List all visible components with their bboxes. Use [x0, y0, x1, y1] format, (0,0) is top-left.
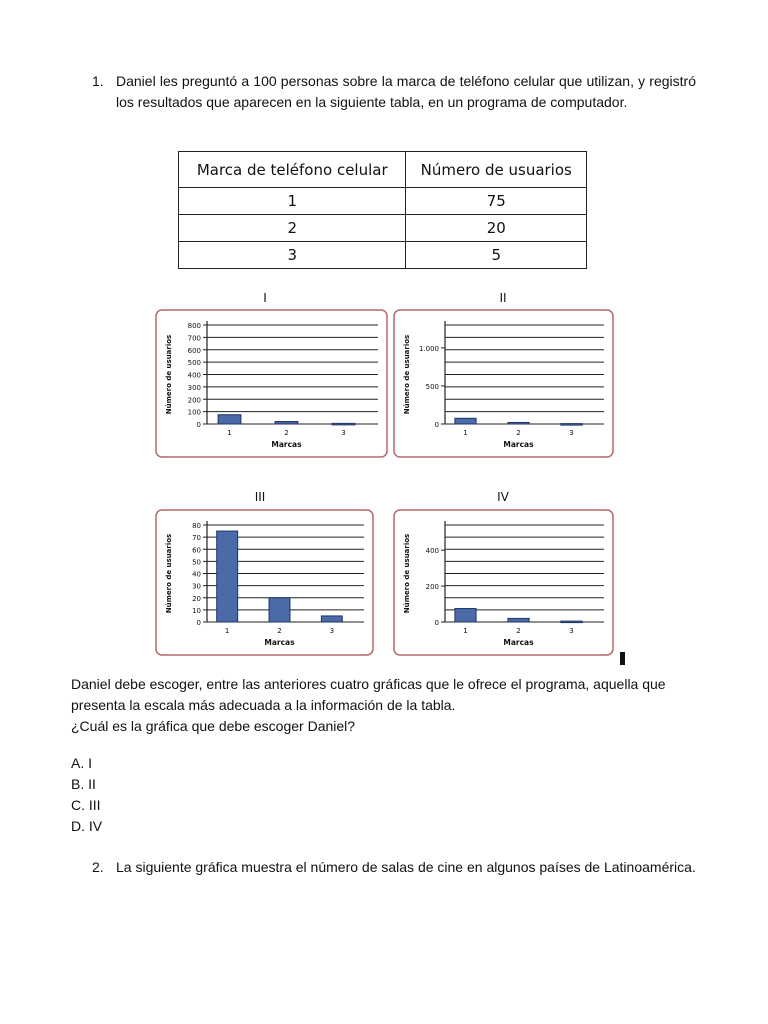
chart-iii — [155, 509, 374, 656]
table-cell-brand: 2 — [179, 215, 406, 242]
y-tick-label: 20 — [192, 594, 201, 603]
question-1-text: Daniel les preguntó a 100 personas sobre la marca de teléfono celular que utilizan, y registró los resultados que aparecen en la siguiente tabla, en un programa de computador. — [116, 73, 696, 110]
bar — [455, 418, 476, 424]
bar — [217, 531, 238, 622]
bar — [455, 609, 476, 622]
option-d[interactable]: D. IV — [71, 818, 103, 834]
y-tick-label: 800 — [187, 322, 201, 330]
y-tick-label: 10 — [192, 606, 201, 615]
option-c[interactable]: C. III — [71, 797, 101, 813]
y-tick-label: 70 — [192, 534, 201, 543]
y-tick-label: 50 — [192, 558, 201, 567]
table-header-users: Número de usuarios — [406, 152, 587, 188]
x-tick-label: 3 — [329, 627, 335, 635]
chart-title-iv: IV — [497, 490, 509, 504]
y-tick-label: 500 — [425, 382, 439, 391]
y-tick-label: 30 — [192, 582, 201, 591]
text-cursor-mark — [620, 652, 625, 665]
table-row — [179, 188, 587, 215]
y-tick-label: 100 — [187, 408, 201, 417]
y-tick-label: 60 — [192, 546, 201, 555]
bar — [561, 621, 582, 623]
y-tick-label: 400 — [425, 547, 439, 556]
x-tick-label: 3 — [569, 429, 574, 437]
option-a[interactable]: A. I — [71, 755, 93, 771]
question-2-text: La siguiente gráfica muestra el número de salas de cine en algunos países de Latinoamérica. — [116, 859, 696, 875]
answer-options — [71, 753, 102, 837]
x-axis-label: Marcas — [264, 638, 295, 647]
bar — [508, 618, 529, 622]
table-cell-brand: 3 — [179, 242, 406, 269]
question-2-number: 2. — [92, 859, 104, 875]
table-row — [179, 215, 587, 242]
y-tick-label: 0 — [434, 619, 439, 627]
x-axis-label: Marcas — [271, 440, 302, 449]
x-tick-label: 1 — [463, 627, 468, 635]
bar — [321, 616, 342, 622]
x-tick-label: 2 — [516, 429, 521, 437]
bar — [269, 598, 290, 622]
table-header-brand: Marca de teléfono celular — [179, 152, 406, 188]
y-tick-label: 600 — [187, 346, 201, 355]
y-tick-label: 1.000 — [418, 344, 439, 353]
x-tick-label: 2 — [516, 627, 521, 635]
bar — [508, 422, 529, 424]
option-b[interactable]: B. II — [71, 776, 96, 792]
y-tick-label: 0 — [196, 421, 201, 429]
x-tick-label: 1 — [224, 627, 230, 635]
x-tick-label: 2 — [284, 429, 289, 437]
chart-title-iii: III — [254, 490, 266, 504]
question-prompt — [71, 674, 701, 737]
y-tick-label: 500 — [187, 359, 201, 368]
chart-i — [155, 309, 388, 458]
question-prompt-text: Daniel debe escoger, entre las anteriores cuatro gráficas que le ofrece el programa, aquella que presenta la escala más adecuada a la información de la tabla. — [71, 676, 666, 713]
y-tick-label: 700 — [187, 334, 201, 343]
x-tick-label: 3 — [341, 429, 346, 437]
bar — [275, 422, 298, 424]
y-tick-label: 200 — [425, 583, 439, 592]
bar — [561, 424, 582, 426]
y-tick-label: 80 — [192, 522, 201, 530]
y-tick-label: 40 — [192, 570, 201, 579]
chart-title-i: I — [263, 291, 267, 305]
x-tick-label: 1 — [463, 429, 468, 437]
y-tick-label: 400 — [187, 371, 201, 380]
y-tick-label: 0 — [434, 421, 439, 429]
table-cell-brand: 1 — [179, 188, 406, 215]
chart-title-ii: II — [499, 291, 507, 305]
table-row — [179, 242, 587, 269]
x-tick-label: 2 — [277, 627, 282, 635]
table-cell-users: 20 — [406, 215, 587, 242]
bar — [332, 423, 355, 425]
question-1-number: 1. — [92, 73, 104, 89]
y-tick-label: 200 — [187, 396, 201, 405]
y-axis-label: Número de usuarios — [165, 533, 173, 614]
y-tick-label: 300 — [187, 383, 201, 392]
y-axis-label: Número de usuarios — [165, 334, 173, 415]
x-axis-label: Marcas — [503, 440, 534, 449]
x-axis-label: Marcas — [503, 638, 534, 647]
chart-iv — [393, 509, 614, 656]
table-cell-users: 75 — [406, 188, 587, 215]
x-tick-label: 1 — [227, 429, 232, 437]
question-prompt-question: ¿Cuál es la gráfica que debe escoger Daniel? — [71, 718, 356, 734]
x-tick-label: 3 — [569, 627, 574, 635]
chart-frame — [156, 510, 373, 655]
y-tick-label: 0 — [196, 619, 201, 627]
table-header-row — [179, 152, 587, 188]
y-axis-label: Número de usuarios — [403, 334, 411, 415]
bar — [218, 415, 241, 424]
chart-ii — [393, 309, 614, 458]
table-cell-users: 5 — [406, 242, 587, 269]
y-axis-label: Número de usuarios — [403, 533, 411, 614]
brand-users-table — [178, 151, 587, 269]
